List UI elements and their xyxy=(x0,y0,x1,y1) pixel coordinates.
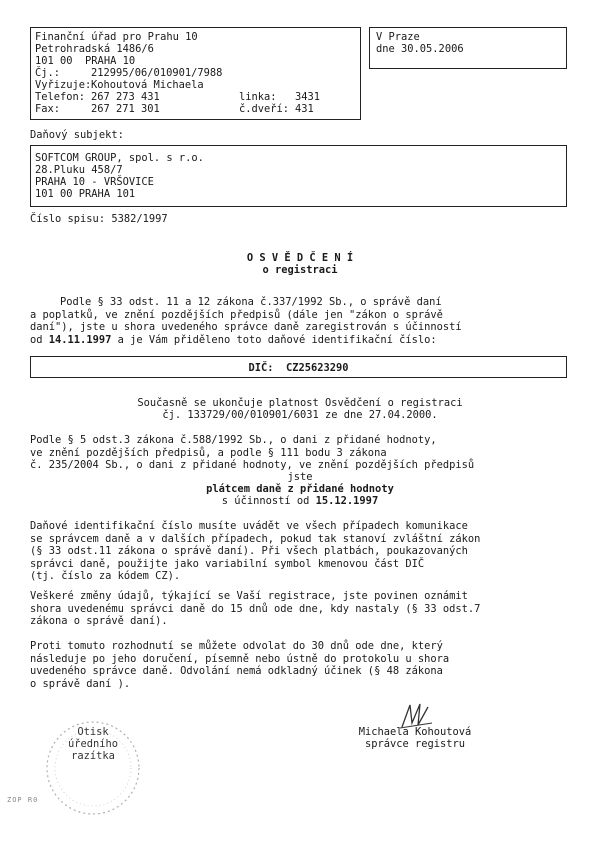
document-title xyxy=(0,252,600,276)
signatory-name: Michaela Kohoutová xyxy=(358,726,472,738)
cj-row xyxy=(35,67,360,79)
vat-effective-date: 15.12.1997 xyxy=(315,495,379,507)
file-number: Číslo spisu: 5382/1997 xyxy=(30,213,168,225)
appeal-paragraph xyxy=(30,640,570,690)
p6-line1: Proti tomuto rozhodnutí se můžete odvolat do 30 dnů ode dne, který xyxy=(30,640,443,652)
registration-paragraph xyxy=(30,296,570,346)
p3-line1: Podle § 5 odst.3 zákona č.588/1992 Sb., o dani z přidané hodnoty, xyxy=(30,434,437,446)
title-main: O S V Ě D Č E N Í xyxy=(246,252,354,264)
handler-row xyxy=(35,79,360,91)
door-label: č.dveří: xyxy=(239,103,290,115)
subject-name: SOFTCOM GROUP, spol. s r.o. xyxy=(35,152,204,164)
stamp-line2: úředního xyxy=(67,738,119,750)
p3-line4: jste xyxy=(287,471,313,483)
vat-payer-label: plátcem daně z přidané hodnoty xyxy=(206,483,394,495)
cj-label: Čj.: xyxy=(35,67,61,79)
p4-line5: (tj. číslo za kódem CZ). xyxy=(30,570,181,582)
p3-line6: s účinností od 15.12.1997 xyxy=(221,495,379,507)
title-sub: o registraci xyxy=(262,264,338,276)
registration-date: 14.11.1997 xyxy=(48,333,112,346)
vat-paragraph xyxy=(30,434,570,472)
ext-label: linka: xyxy=(239,91,277,103)
p1-line2: a poplatků, ve znění pozdějších předpisů (dále jen "zákon o správě xyxy=(30,308,443,321)
p4-line3: (§ 33 odst.11 zákona o správě daní). Při všech platbách, poukazovaných xyxy=(30,545,468,557)
p1-line1: Podle § 33 odst. 11 a 12 zákona č.337/1992 Sb., o správě daní xyxy=(60,296,442,308)
subject-box xyxy=(30,145,567,207)
p2-line2: čj. 133729/00/010901/6031 ze dne 27.04.2000. xyxy=(162,409,438,421)
p5-line1: Veškeré změny údajů, týkající se Vaší registrace, jste povinen oznámit xyxy=(30,590,468,602)
subject-street: 28.Pluku 458/7 xyxy=(35,164,123,176)
subject-district: PRAHA 10 - VRŠOVICE xyxy=(35,176,154,188)
stamp-line1: Otisk xyxy=(77,726,109,738)
p4-line4: správci daně, použijte jako variabilní symbol kmenovou část DIČ xyxy=(30,557,425,570)
dic-box xyxy=(30,356,567,378)
p6-line2: následuje po jeho doručení, písemně nebo ústně do protokolu u shora xyxy=(30,652,450,665)
p6-line3: uvedeného správce daně. Odvolání nemá odkladný účinek (§ 48 zákona xyxy=(30,665,443,677)
changes-paragraph xyxy=(30,590,570,628)
p5-line2: shora uvedenému správci daně do 15 dnů ode dne, kdy nastaly (§ 33 odst.7 xyxy=(30,602,481,615)
office-name: Finanční úřad pro Prahu 10 xyxy=(35,31,198,43)
fax-row xyxy=(35,103,360,115)
cj-value: 212995/06/010901/7988 xyxy=(91,67,223,79)
dic-value: CZ25623290 xyxy=(285,362,349,374)
fax-value: 267 271 301 xyxy=(91,103,160,115)
place-date-box xyxy=(369,27,567,69)
signature-block xyxy=(330,726,500,750)
subject-city: 101 00 PRAHA 101 xyxy=(35,188,136,200)
stamp-text xyxy=(43,726,143,762)
signatory-role: správce registru xyxy=(364,738,466,750)
dic-label: DIČ: xyxy=(248,362,274,374)
stamp-line3: razítka xyxy=(71,750,115,762)
p3-line3: č. 235/2004 Sb., o dani z přidané hodnoty, ve znění pozdějších předpisů xyxy=(30,459,475,471)
p2-line1: Současně se ukončuje platnost Osvědčení o registraci xyxy=(137,397,463,409)
phone-value: 267 273 431 xyxy=(91,91,160,103)
p5-line3: zákona o správě daní). xyxy=(30,615,168,627)
p3-line2: ve znění pozdějších předpisů, a podle § 111 bodu 3 zákona xyxy=(30,446,387,459)
office-street: Petrohradská 1486/6 xyxy=(35,43,154,55)
phone-label: Telefon: xyxy=(35,91,86,103)
p4-line2: se správcem daně a v dalších případech, pokud tak stanoví zvláštní zákon xyxy=(30,532,481,545)
dic-usage-paragraph xyxy=(30,520,570,583)
ext-value: 3431 xyxy=(295,91,321,103)
handler-label: Vyřizuje: xyxy=(35,79,92,91)
p1-line3: daní"), jste u shora uvedeného správce daně zaregistrován s účinností xyxy=(30,321,462,333)
office-city: 101 00 PRAHA 10 xyxy=(35,55,136,67)
phone-row xyxy=(35,91,360,103)
vat-status xyxy=(0,471,600,507)
termination-paragraph xyxy=(0,397,600,421)
official-stamp xyxy=(7,712,155,822)
office-box xyxy=(30,27,361,120)
date: dne 30.05.2006 xyxy=(376,43,464,55)
fax-label: Fax: xyxy=(35,103,61,115)
p6-line4: o správě daní ). xyxy=(30,677,131,690)
place: V Praze xyxy=(376,31,420,43)
door-value: 431 xyxy=(295,103,314,115)
subject-label: Daňový subjekt: xyxy=(30,129,124,141)
p1-line4: od 14.11.1997 a je Vám přiděleno toto daňové identifikační číslo: xyxy=(30,333,437,346)
stamp-edge-text: ZOP R0 xyxy=(7,796,39,804)
p4-line1: Daňové identifikační číslo musíte uvádět ve všech případech komunikace xyxy=(30,520,468,532)
handler-value: Kohoutová Michaela xyxy=(91,79,204,91)
